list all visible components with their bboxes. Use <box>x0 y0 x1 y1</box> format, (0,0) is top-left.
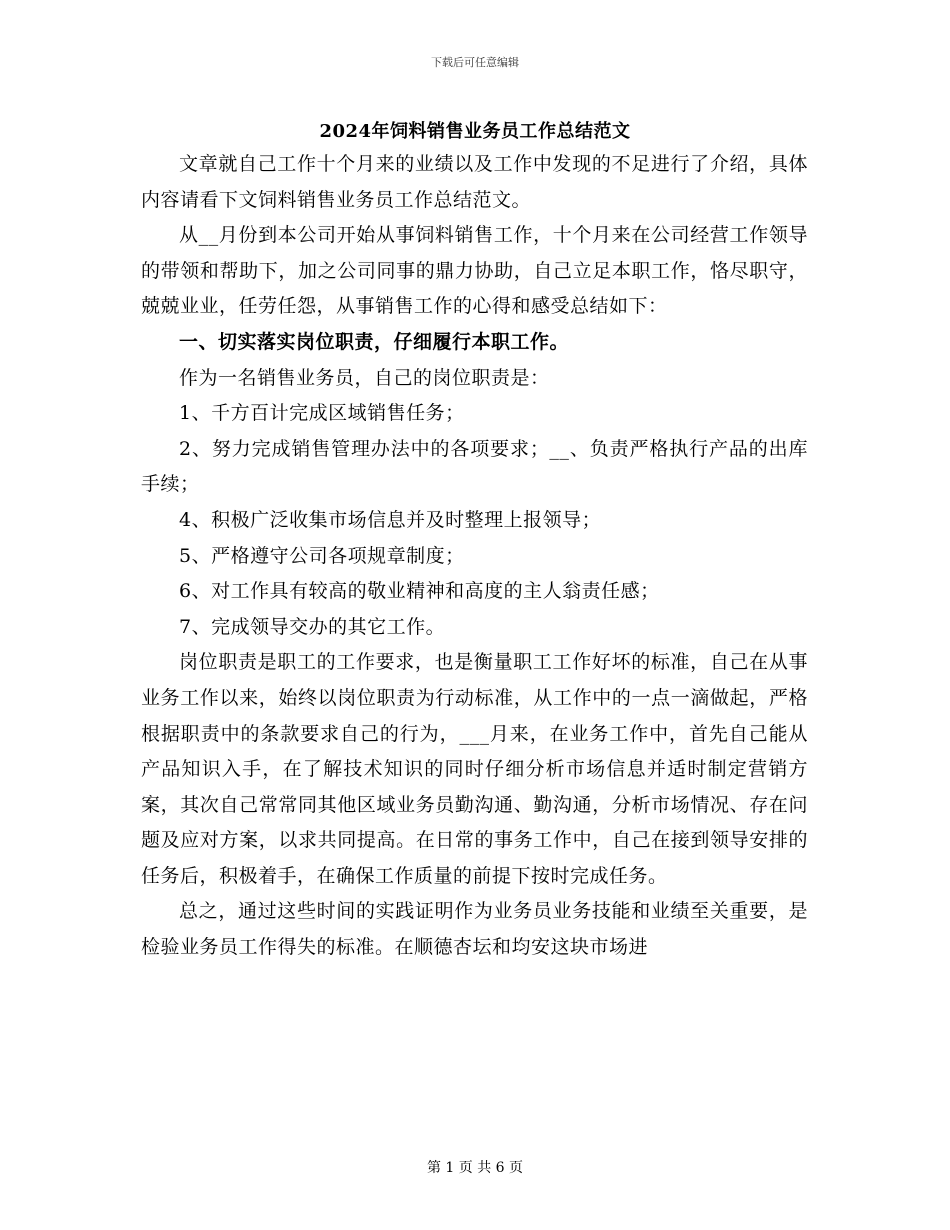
paragraph-duties-intro: 作为一名销售业务员，自己的岗位职责是： <box>179 366 550 389</box>
list-item: 4、积极广泛收集市场信息并及时整理上报领导； <box>179 508 602 531</box>
list-item: 1、千方百计完成区域销售任务； <box>179 402 465 425</box>
section-heading: 一、切实落实岗位职责，仔细履行本职工作。 <box>179 330 570 353</box>
list-item: 6、对工作具有较高的敬业精神和高度的主人翁责任感； <box>179 580 660 603</box>
document-body <box>141 147 808 966</box>
paragraph-summary: 总之，通过这些时间的实践证明作为业务员业务技能和业绩至关重要，是检验业务员工作得失的标准。在顺德杏坛和均安这块市场进 <box>141 900 808 959</box>
list-item: 5、严格遵守公司各项规章制度； <box>179 544 465 567</box>
paragraph-intro: 文章就自己工作十个月来的业绩以及工作中发现的不足进行了介绍，具体内容请看下文饲料销售业务员工作总结范文。 <box>141 153 808 211</box>
document-title: 2024年饲料销售业务员工作总结范文 <box>319 121 631 142</box>
list-item: 2、努力完成销售管理办法中的各项要求；__、负责严格执行产品的出库手续； <box>141 437 808 496</box>
header-note: 下载后可任意编辑 <box>431 56 519 69</box>
page-number-footer: 第 1 页 共 6 页 <box>426 1160 524 1176</box>
list-item: 7、完成领导交办的其它工作。 <box>179 615 446 638</box>
paragraph-duties-detail: 岗位职责是职工的工作要求，也是衡量职工工作好坏的标准，自己在从事业务工作以来，始终以岗位职责为行动标准，从工作中的一点一滴做起，严格根据职责中的条款要求自己的行为，___月来，在业务工作中，首先自己能从产品知识入手，在了解技术知识的同时仔细分析市场信息并适时制定营销方案，其次自己常常同其他区域业务员勤沟通、勤沟通，分析市场情况、存在问题及应对方案，以求共同提高。在日常的事务工作中，自己在接到领导安排的任务后，积极着手，在确保工作质量的前提下按时完成任务。 <box>141 651 808 887</box>
paragraph-overview: 从__月份到本公司开始从事饲料销售工作，十个月来在公司经营工作领导的带领和帮助下，加之公司同事的鼎力协助，自己立足本职工作，恪尽职守，兢兢业业，任劳任怨，从事销售工作的心得和感受总结如下： <box>141 224 808 318</box>
